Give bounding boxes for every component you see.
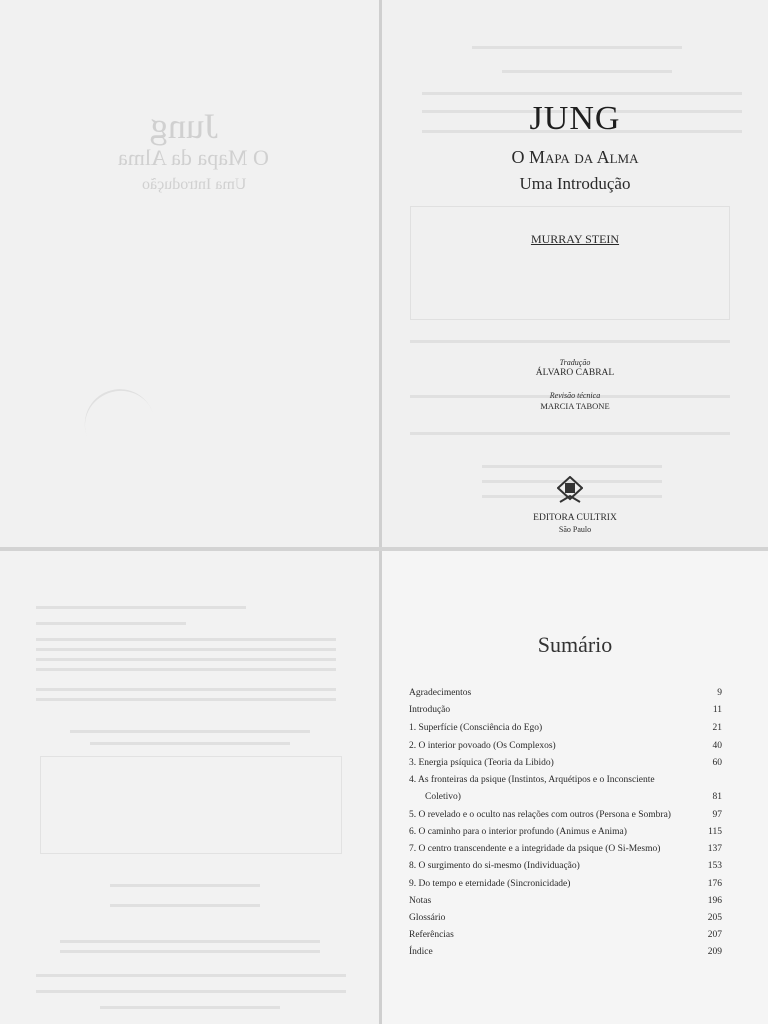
publisher-logo-icon bbox=[557, 476, 583, 506]
toc-entry-label: Coletivo) bbox=[425, 792, 461, 802]
toc-entry-page: 21 bbox=[712, 723, 722, 733]
translator-name: ÁLVARO CABRAL bbox=[535, 368, 615, 378]
toc-entry-page: 196 bbox=[707, 896, 722, 906]
toc-entry-label: Glossário bbox=[409, 913, 446, 923]
toc-entry-label: Agradecimentos bbox=[409, 688, 472, 698]
author-name bbox=[382, 232, 768, 247]
toc-entry-page: 137 bbox=[707, 844, 722, 854]
pencil-mark bbox=[75, 379, 155, 442]
technical-reviewer-name: MARCIA TABONE bbox=[540, 401, 610, 411]
toc-entry-label: 4. As fronteiras da psique (Instintos, Arquétipos e o Inconsciente bbox=[409, 775, 655, 785]
author-name-text: MURRAY STEIN bbox=[530, 232, 620, 246]
toc-entry-label: Referências bbox=[409, 930, 454, 940]
publisher-name: EDITORA CULTRIX bbox=[533, 513, 617, 523]
translation-label: Tradução bbox=[559, 358, 591, 367]
title-page bbox=[382, 0, 768, 548]
toc-entry-page: 11 bbox=[712, 705, 722, 715]
toc-entry-page: 97 bbox=[712, 810, 722, 820]
cip-block-ghost bbox=[410, 206, 730, 320]
toc-entry-label: 1. Superfície (Consciência do Ego) bbox=[409, 723, 543, 733]
book-title: JUNG bbox=[529, 100, 621, 137]
toc-entry-label: 7. O centro transcendente e a integridade da psique (O Si-Mesmo) bbox=[409, 844, 661, 854]
toc-entry-label: 6. O caminho para o interior profundo (Animus e Anima) bbox=[409, 827, 627, 837]
half-title-ghost-title: Jung bbox=[150, 106, 219, 146]
toc-entry-page: 81 bbox=[712, 792, 722, 802]
toc-entry-label: 2. O interior povoado (Os Complexos) bbox=[409, 741, 556, 751]
toc-entry-page: 9 bbox=[717, 688, 722, 698]
toc-entry-label: Introdução bbox=[409, 705, 451, 715]
toc-entry-page: 209 bbox=[707, 947, 722, 957]
toc-entry-page: 115 bbox=[708, 827, 722, 837]
half-title-ghost-subtitle: O Mapa da Alma bbox=[118, 145, 269, 170]
half-title-ghost-tagline: Uma Introdução bbox=[142, 176, 247, 193]
toc-entry-page: 176 bbox=[707, 879, 722, 889]
toc-entry-page: 205 bbox=[707, 913, 722, 923]
toc-entry-page: 40 bbox=[712, 741, 722, 751]
toc-entry-label: 8. O surgimento do si-mesmo (Individuação) bbox=[409, 861, 580, 871]
copyright-page bbox=[0, 550, 380, 1024]
toc-entry-label: 9. Do tempo e eternidade (Sincronicidade) bbox=[409, 879, 571, 889]
book-gutter bbox=[379, 0, 382, 1024]
toc-entry-page: 60 bbox=[712, 758, 722, 768]
toc-entry-label: 3. Energia psíquica (Teoria da Libido) bbox=[409, 758, 554, 768]
contents-heading: Sumário bbox=[537, 632, 613, 657]
publisher-city: São Paulo bbox=[558, 525, 592, 534]
cip-block bbox=[40, 756, 342, 854]
toc-entry-page: 153 bbox=[707, 861, 722, 871]
toc-entry-label: Índice bbox=[409, 947, 433, 957]
toc-entry-label: Notas bbox=[409, 896, 432, 906]
book-tagline: Uma Introdução bbox=[519, 174, 631, 193]
contents-page bbox=[382, 550, 768, 1024]
toc-entry-page: 207 bbox=[707, 930, 722, 940]
scan-divider bbox=[0, 547, 768, 551]
technical-review-label: Revisão técnica bbox=[549, 391, 601, 400]
book-subtitle: O Mapa da Alma bbox=[511, 147, 639, 167]
half-title-page bbox=[0, 0, 380, 548]
toc-entry-label: 5. O revelado e o oculto nas relações com outros (Persona e Sombra) bbox=[409, 810, 671, 820]
